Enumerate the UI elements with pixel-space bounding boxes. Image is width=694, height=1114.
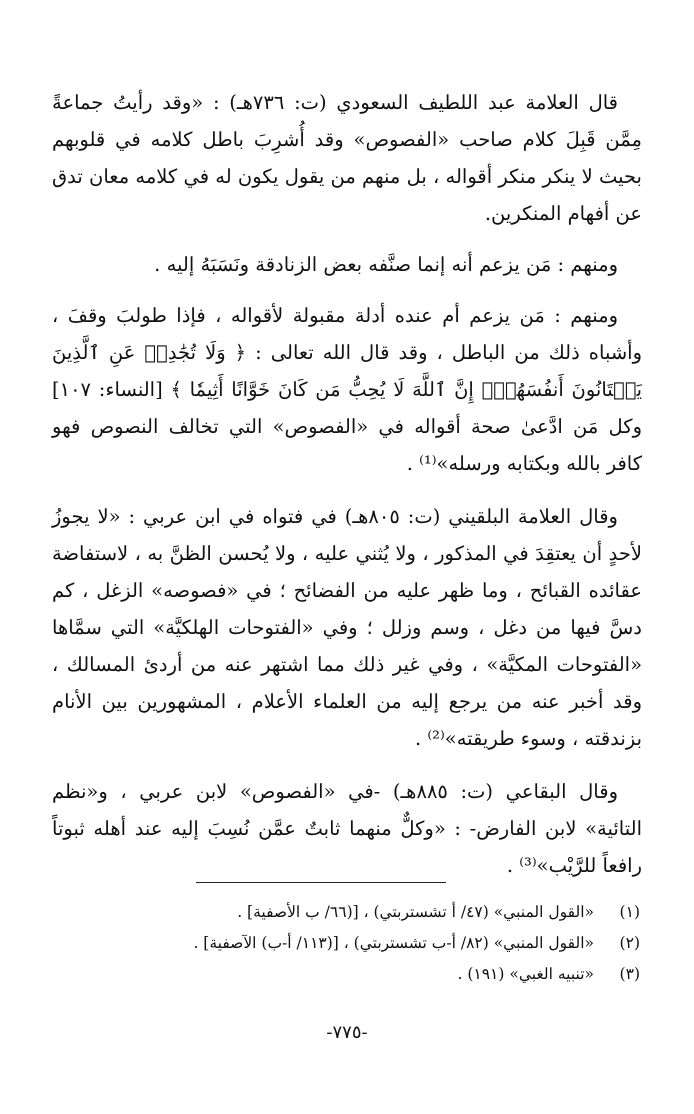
paragraph-biqai: وقال البقاعي (ت: ٨٨٥هـ) -في «الفصوص» لابن عربي ، و«نظم التائية» لابن الفارض- : «وكلٌّ منهما ثابتٌ عمَّن نُسِبَ إليه عند أهله ثبوتاً رافعاً للرَّيْب»⁽³⁾ . [52, 780, 642, 877]
paragraph-quran-verse: ومنهم : مَن يزعم أم عنده أدلة مقبولة لأقواله ، فإذا طولبَ وقفَ ، وأشباه ذلك من الباطل ، وقد قال الله تعالى : ﴿ وَلَا تُجَٰدِلۡ عَنِ ٱلَّذِينَ يَخۡتَانُونَ أَنفُسَهُمۡۚ إِنَّ ٱللَّهَ لَا يُحِبُّ مَن كَانَ خَوَّانًا أَثِيمٗا ﴾ [النساء: ١٠٧] وكل مَن ادَّعىٰ صحة أقواله في «الفصوص» التي تخالف النصوص فهو كافر بالله وبكتابه ورسله»⁽¹⁾ . [52, 304, 642, 475]
paragraph-bulqini-fatwa: وقال العلامة البلقيني (ت: ٨٠٥هـ) في فتواه في ابن عربي : «لا يجوزُ لأحدٍ أن يعتقِدَ في المذكور ، ولا يُثني عليه ، ولا يُحسن الظنَّ به ، لاستفاضة عقائده القبائح ، وما ظهر عليه من الفضائح ؛ في «فصوصه» الزغل ، كم دسَّ فيها من دغل ، وسم وزلل ؛ وفي «الفتوحات الهلكيَّة» التي سمَّاها «الفتوحات المكيَّة» ، وفي غير ذلك مما اشتهر عنه من أردئ المسالك ، وقد أخبر عنه من يرجع إليه من العلماء الأعلام ، المشهورين بين الأنام بزندقته ، وسوء طريقته»⁽²⁾ . [52, 505, 642, 750]
footnote-text: «القول المنبي» (٤٧/ أ تشستربتي) ، [(٦٦/ ب الأصفية] . [237, 903, 594, 921]
footnote-3 [52, 959, 642, 990]
page-number: -٧٧٥- [326, 1022, 368, 1043]
footnote-1 [52, 897, 642, 928]
footnotes [52, 897, 642, 990]
paragraph-saudi-quote: قال العلامة عبد اللطيف السعودي (ت: ٧٣٦هـ) : «وقد رأيتُ جماعةً مِمَّن قَبِلَ كلام صاحب «الفصوص» وقد أُشرِبَ باطل كلامه في قلوبهم بحيث لا ينكر منكر أقواله ، بل منهم من يقول يكون له في كلامه معان تدق عن أفهام المنكرين. [52, 91, 642, 225]
footnote-text: «القول المنبي» (٨٢/ أ-ب تشستربتي) ، [(١١٣/ أ-ب) الآصفية] . [193, 934, 594, 952]
footnote-number: (٢) [619, 934, 640, 952]
paragraph-zanadiqa: ومنهم : مَن يزعم أنه إنما صنَّفه بعض الزنادقة ونَسَبَهُ إليه . [154, 253, 618, 276]
footnote-text: «تنبيه الغبي» (١٩١) . [457, 965, 594, 983]
footnote-2 [52, 928, 642, 959]
footnote-number: (٣) [619, 965, 640, 983]
footnote-number: (١) [619, 903, 640, 921]
footnote-divider [196, 882, 446, 883]
